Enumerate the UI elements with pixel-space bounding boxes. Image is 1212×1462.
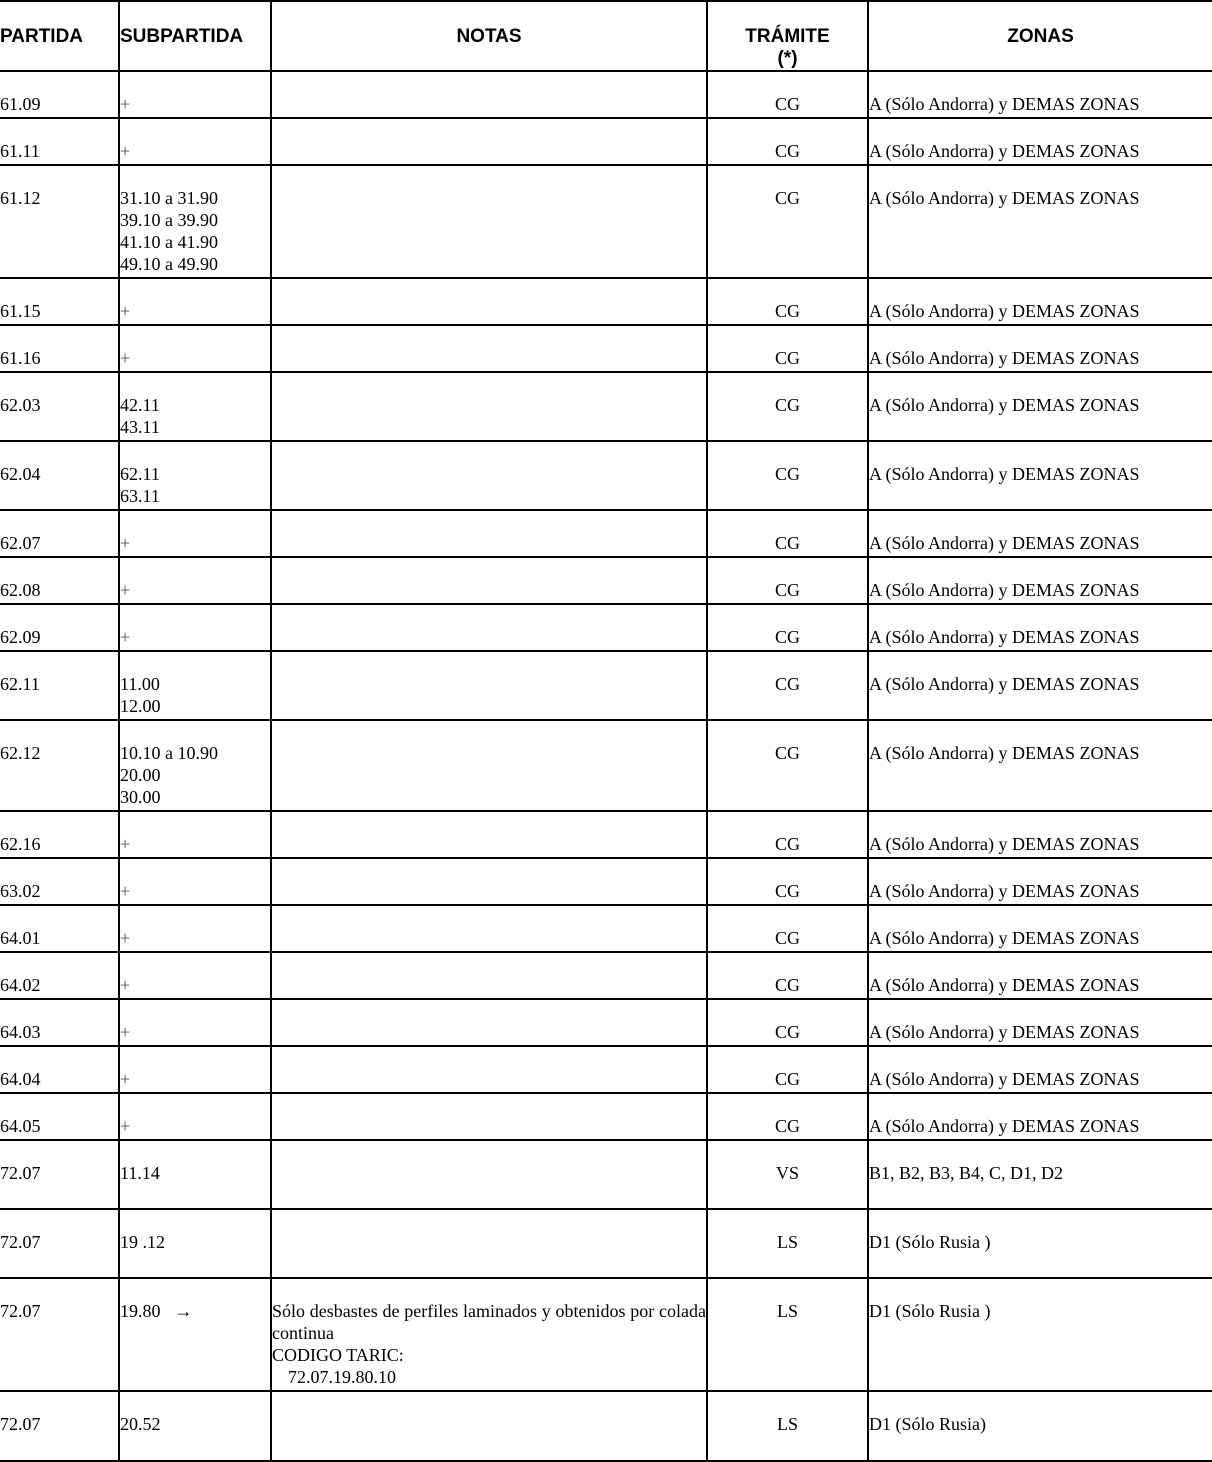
- subpartida-line: [120, 880, 270, 902]
- subpartida-cell: [119, 604, 271, 651]
- subpartida-line: [120, 579, 270, 601]
- notas-cell: [271, 441, 707, 510]
- zonas-cell: A (Sólo Andorra) y DEMAS ZONAS: [868, 905, 1212, 952]
- subpartida-line: [120, 1300, 270, 1322]
- subpartida-value: +: [120, 975, 131, 995]
- tramite-cell: CG: [707, 372, 868, 441]
- subpartida-value: 62.11: [120, 464, 160, 484]
- table-row: [0, 651, 1212, 720]
- partida-cell: 72.07: [0, 1278, 119, 1391]
- zonas-cell: A (Sólo Andorra) y DEMAS ZONAS: [868, 165, 1212, 278]
- notas-cell: [271, 1093, 707, 1140]
- notas-cell: [271, 118, 707, 165]
- tramite-cell: CG: [707, 71, 868, 118]
- subpartida-value: +: [120, 533, 131, 553]
- zonas-cell: A (Sólo Andorra) y DEMAS ZONAS: [868, 952, 1212, 999]
- notas-cell: [271, 604, 707, 651]
- subpartida-cell: [119, 1209, 271, 1278]
- zonas-cell: A (Sólo Andorra) y DEMAS ZONAS: [868, 372, 1212, 441]
- tramite-cell: CG: [707, 441, 868, 510]
- notas-cell: [271, 811, 707, 858]
- zonas-cell: A (Sólo Andorra) y DEMAS ZONAS: [868, 557, 1212, 604]
- table-row: [0, 510, 1212, 557]
- tramite-cell: CG: [707, 604, 868, 651]
- tramite-cell: CG: [707, 118, 868, 165]
- header-tramite-label: TRÁMITE: [745, 26, 830, 47]
- subpartida-value: 41.10 a 41.90: [120, 232, 218, 252]
- partida-cell: 63.02: [0, 858, 119, 905]
- subpartida-line: [120, 695, 270, 717]
- subpartida-value: +: [120, 301, 131, 321]
- subpartida-line: [120, 927, 270, 949]
- header-tramite: [707, 1, 868, 71]
- notas-cell: [271, 651, 707, 720]
- subpartida-line: [120, 974, 270, 996]
- zonas-cell: D1 (Sólo Rusia ): [868, 1278, 1212, 1391]
- header-row: [0, 1, 1212, 71]
- subpartida-value: +: [120, 580, 131, 600]
- notas-cell: [271, 1046, 707, 1093]
- zonas-cell: A (Sólo Andorra) y DEMAS ZONAS: [868, 999, 1212, 1046]
- subpartida-value: +: [120, 1022, 131, 1042]
- partida-cell: 62.12: [0, 720, 119, 811]
- header-tramite-note: (*): [777, 48, 798, 69]
- partida-cell: 61.12: [0, 165, 119, 278]
- subpartida-value: 43.11: [120, 417, 160, 437]
- subpartida-value: 42.11: [120, 395, 160, 415]
- subpartida-cell: [119, 278, 271, 325]
- partida-cell: 72.07: [0, 1391, 119, 1461]
- subpartida-line: [120, 300, 270, 322]
- subpartida-value: +: [120, 928, 131, 948]
- subpartida-value: 11.00: [120, 674, 160, 694]
- subpartida-cell: [119, 1093, 271, 1140]
- subpartida-cell: [119, 510, 271, 557]
- subpartida-line: [120, 231, 270, 253]
- partida-cell: 62.09: [0, 604, 119, 651]
- subpartida-value: +: [120, 348, 131, 368]
- partida-cell: 62.04: [0, 441, 119, 510]
- table-row: [0, 1391, 1212, 1461]
- partida-cell: 64.05: [0, 1093, 119, 1140]
- subpartida-line: [120, 742, 270, 764]
- subpartida-line: [120, 532, 270, 554]
- subpartida-line: [120, 1413, 270, 1435]
- partida-cell: 62.03: [0, 372, 119, 441]
- subpartida-cell: [119, 1278, 271, 1391]
- subpartida-line: [120, 416, 270, 438]
- notas-cell: [271, 1278, 707, 1391]
- subpartida-value: 19 .12: [120, 1232, 165, 1252]
- tramite-cell: LS: [707, 1209, 868, 1278]
- subpartida-cell: [119, 372, 271, 441]
- table-row: [0, 720, 1212, 811]
- partida-cell: 61.16: [0, 325, 119, 372]
- notas-cell: [271, 372, 707, 441]
- notas-cell: [271, 952, 707, 999]
- partida-cell: 64.01: [0, 905, 119, 952]
- subpartida-line: [120, 833, 270, 855]
- table-row: [0, 325, 1212, 372]
- subpartida-value: 30.00: [120, 787, 161, 807]
- subpartida-line: [120, 626, 270, 648]
- subpartida-value: +: [120, 1069, 131, 1089]
- subpartida-value: 31.10 a 31.90: [120, 188, 218, 208]
- notas-cell: [271, 1140, 707, 1209]
- partida-cell: 62.08: [0, 557, 119, 604]
- notas-cell: [271, 71, 707, 118]
- zonas-cell: D1 (Sólo Rusia): [868, 1391, 1212, 1461]
- table-row: [0, 1046, 1212, 1093]
- table-row: [0, 1093, 1212, 1140]
- zonas-cell: A (Sólo Andorra) y DEMAS ZONAS: [868, 1046, 1212, 1093]
- partida-cell: 64.04: [0, 1046, 119, 1093]
- subpartida-value: 20.00: [120, 765, 161, 785]
- subpartida-value: 63.11: [120, 486, 160, 506]
- subpartida-cell: [119, 325, 271, 372]
- tramite-cell: CG: [707, 720, 868, 811]
- subpartida-cell: [119, 71, 271, 118]
- partida-cell: 62.16: [0, 811, 119, 858]
- partida-cell: 64.02: [0, 952, 119, 999]
- subpartida-value: 11.14: [120, 1163, 160, 1183]
- zonas-cell: A (Sólo Andorra) y DEMAS ZONAS: [868, 118, 1212, 165]
- zonas-cell: A (Sólo Andorra) y DEMAS ZONAS: [868, 720, 1212, 811]
- notas-cell: [271, 1209, 707, 1278]
- table-row: [0, 1209, 1212, 1278]
- notas-cell: [271, 1391, 707, 1461]
- table-row: [0, 372, 1212, 441]
- notas-cell: [271, 858, 707, 905]
- header-notas: NOTAS: [271, 1, 707, 71]
- tramite-cell: CG: [707, 858, 868, 905]
- partida-cell: 62.07: [0, 510, 119, 557]
- notas-cell: [271, 720, 707, 811]
- partida-cell: 61.15: [0, 278, 119, 325]
- tramite-cell: CG: [707, 952, 868, 999]
- subpartida-cell: [119, 165, 271, 278]
- table-row: [0, 1140, 1212, 1209]
- subpartida-cell: [119, 905, 271, 952]
- subpartida-value: 20.52: [120, 1414, 161, 1434]
- table-row: [0, 952, 1212, 999]
- tramite-cell: CG: [707, 165, 868, 278]
- subpartida-cell: [119, 720, 271, 811]
- table-row: [0, 1278, 1212, 1391]
- notas-cell: [271, 165, 707, 278]
- notas-cell: [271, 510, 707, 557]
- partida-cell: 72.07: [0, 1140, 119, 1209]
- subpartida-line: [120, 463, 270, 485]
- tramite-cell: LS: [707, 1391, 868, 1461]
- header-zonas: ZONAS: [868, 1, 1212, 71]
- subpartida-line: [120, 347, 270, 369]
- tramite-cell: CG: [707, 1093, 868, 1140]
- subpartida-cell: [119, 651, 271, 720]
- partida-cell: 62.11: [0, 651, 119, 720]
- subpartida-value: 10.10 a 10.90: [120, 743, 218, 763]
- subpartida-line: [120, 1115, 270, 1137]
- table-row: [0, 811, 1212, 858]
- table-row: [0, 999, 1212, 1046]
- subpartida-line: [120, 1231, 270, 1253]
- zonas-cell: A (Sólo Andorra) y DEMAS ZONAS: [868, 510, 1212, 557]
- table-body: [0, 71, 1212, 1461]
- nota-line: Sólo desbastes de perfiles laminados y obtenidos por colada continua: [272, 1301, 706, 1343]
- nota-line: CODIGO TARIC:: [272, 1345, 404, 1365]
- tramite-cell: CG: [707, 325, 868, 372]
- tramite-cell: CG: [707, 557, 868, 604]
- subpartida-line: [120, 1068, 270, 1090]
- header-subpartida: SUBPARTIDA: [119, 1, 271, 71]
- table-row: [0, 604, 1212, 651]
- table-row: [0, 165, 1212, 278]
- subpartida-value: 12.00: [120, 696, 161, 716]
- subpartida-line: [120, 93, 270, 115]
- partida-cell: 64.03: [0, 999, 119, 1046]
- zonas-cell: A (Sólo Andorra) y DEMAS ZONAS: [868, 651, 1212, 720]
- subpartida-value: +: [120, 881, 131, 901]
- notas-cell: [271, 999, 707, 1046]
- zonas-cell: A (Sólo Andorra) y DEMAS ZONAS: [868, 858, 1212, 905]
- subpartida-line: [120, 394, 270, 416]
- right-arrow-icon: →: [174, 1301, 193, 1321]
- subpartida-cell: [119, 858, 271, 905]
- zonas-cell: A (Sólo Andorra) y DEMAS ZONAS: [868, 811, 1212, 858]
- tramite-cell: CG: [707, 278, 868, 325]
- subpartida-line: [120, 209, 270, 231]
- subpartida-value: 19.80: [120, 1301, 161, 1321]
- subpartida-line: [120, 253, 270, 275]
- subpartida-line: [120, 485, 270, 507]
- tramite-cell: CG: [707, 811, 868, 858]
- zonas-cell: B1, B2, B3, B4, C, D1, D2: [868, 1140, 1212, 1209]
- subpartida-value: +: [120, 1116, 131, 1136]
- zonas-cell: A (Sólo Andorra) y DEMAS ZONAS: [868, 325, 1212, 372]
- zonas-cell: A (Sólo Andorra) y DEMAS ZONAS: [868, 441, 1212, 510]
- subpartida-cell: [119, 1140, 271, 1209]
- subpartida-line: [120, 786, 270, 808]
- subpartida-line: [120, 673, 270, 695]
- table-row: [0, 118, 1212, 165]
- notas-cell: [271, 557, 707, 604]
- subpartida-cell: [119, 441, 271, 510]
- subpartida-cell: [119, 118, 271, 165]
- partida-cell: 72.07: [0, 1209, 119, 1278]
- tramite-cell: CG: [707, 651, 868, 720]
- table-row: [0, 858, 1212, 905]
- tramite-cell: CG: [707, 1046, 868, 1093]
- partida-cell: 61.11: [0, 118, 119, 165]
- notas-cell: [271, 905, 707, 952]
- subpartida-line: [120, 1021, 270, 1043]
- table-row: [0, 278, 1212, 325]
- zonas-cell: A (Sólo Andorra) y DEMAS ZONAS: [868, 71, 1212, 118]
- zonas-cell: A (Sólo Andorra) y DEMAS ZONAS: [868, 604, 1212, 651]
- zonas-cell: D1 (Sólo Rusia ): [868, 1209, 1212, 1278]
- notas-cell: [271, 325, 707, 372]
- tramite-cell: CG: [707, 510, 868, 557]
- table-row: [0, 905, 1212, 952]
- subpartida-cell: [119, 811, 271, 858]
- zonas-cell: A (Sólo Andorra) y DEMAS ZONAS: [868, 1093, 1212, 1140]
- nota-line: 72.07.19.80.10: [288, 1367, 396, 1387]
- table-row: [0, 557, 1212, 604]
- subpartida-cell: [119, 1046, 271, 1093]
- subpartida-line: [120, 187, 270, 209]
- partida-cell: 61.09: [0, 71, 119, 118]
- header-partida: PARTIDA: [0, 1, 119, 71]
- subpartida-cell: [119, 1391, 271, 1461]
- subpartida-value: 39.10 a 39.90: [120, 210, 218, 230]
- subpartida-value: 49.10 a 49.90: [120, 254, 218, 274]
- subpartida-value: +: [120, 94, 131, 114]
- subpartida-value: +: [120, 627, 131, 647]
- subpartida-line: [120, 1162, 270, 1184]
- subpartida-line: [120, 140, 270, 162]
- notas-cell: [271, 278, 707, 325]
- tramite-cell: LS: [707, 1278, 868, 1391]
- subpartida-cell: [119, 999, 271, 1046]
- table-row: [0, 441, 1212, 510]
- zonas-cell: A (Sólo Andorra) y DEMAS ZONAS: [868, 278, 1212, 325]
- subpartida-value: +: [120, 141, 131, 161]
- subpartida-value: +: [120, 834, 131, 854]
- tramite-cell: VS: [707, 1140, 868, 1209]
- table-row: [0, 71, 1212, 118]
- tramite-cell: CG: [707, 905, 868, 952]
- subpartida-cell: [119, 557, 271, 604]
- subpartida-cell: [119, 952, 271, 999]
- subpartida-line: [120, 764, 270, 786]
- tramite-cell: CG: [707, 999, 868, 1046]
